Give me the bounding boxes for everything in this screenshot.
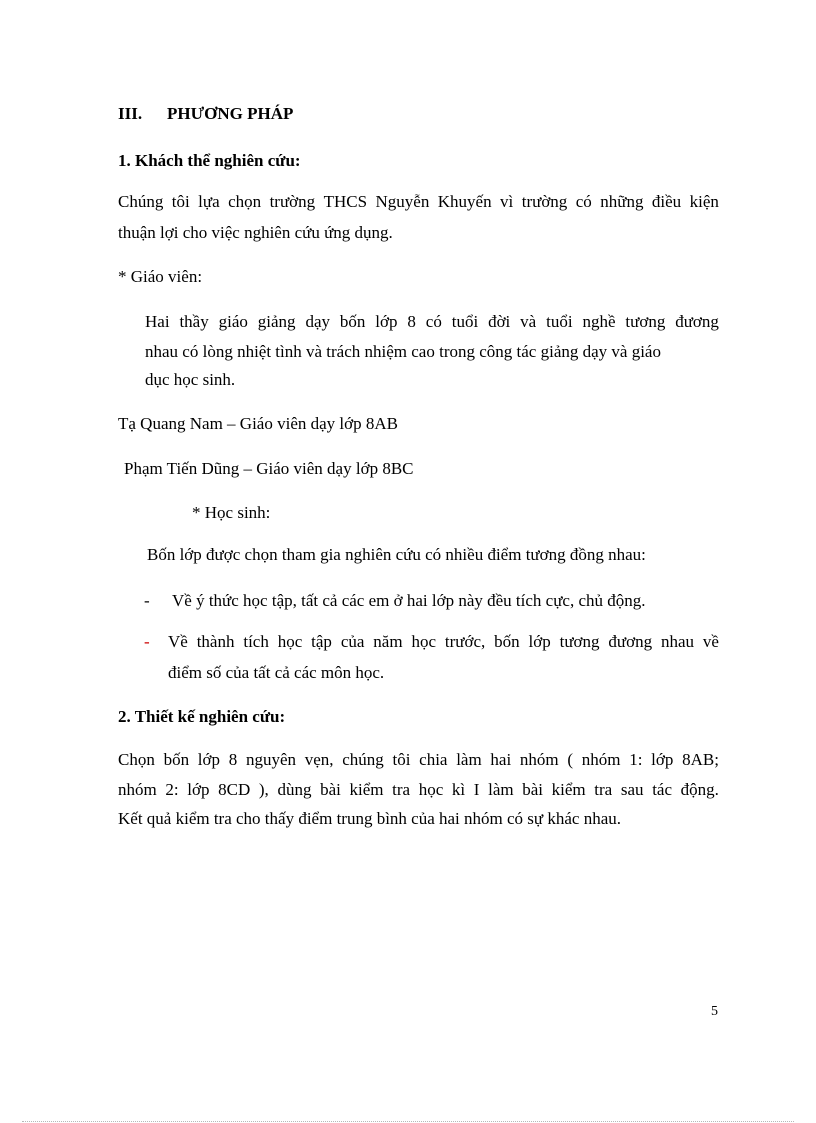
word: chọn [228, 192, 262, 211]
word: về [702, 632, 719, 651]
word: làm [456, 750, 482, 769]
section-title: PHƯƠNG PHÁP [167, 104, 294, 123]
word: lớp [528, 632, 551, 651]
word: lớp [375, 312, 398, 331]
students-label: * Học sinh: [192, 503, 271, 522]
word: ( [567, 750, 574, 769]
word: trường [269, 192, 316, 211]
word: bài [522, 780, 544, 799]
word: tập [311, 632, 332, 651]
word: Khuyến [437, 192, 492, 211]
word: tôi [171, 192, 190, 211]
word: ), [258, 780, 269, 799]
word: làm [488, 780, 514, 799]
word: bốn [163, 750, 190, 769]
word: tác [652, 780, 673, 799]
word: Chúng [118, 192, 164, 211]
word: đương [608, 632, 653, 651]
word: thành [196, 632, 235, 651]
word: có [425, 312, 442, 331]
word: học [411, 632, 436, 651]
teachers-label: * Giáo viên: [118, 267, 203, 286]
word: dạy [305, 312, 330, 331]
word: học [277, 632, 303, 651]
bullet-2-line-2: điểm số của tất cả các môn học. [168, 663, 385, 682]
word: dùng [277, 780, 312, 799]
word: nhóm [118, 780, 157, 799]
word: THCS [323, 192, 368, 211]
word: giáo [218, 312, 248, 331]
word: 8 [228, 750, 238, 769]
word: I [473, 780, 480, 799]
teachers-paragraph-line-1 [145, 312, 719, 332]
word: 8AB; [682, 750, 719, 769]
word: tuổi [546, 312, 573, 331]
word: kiểm [349, 780, 384, 799]
footer-dotted-rule [22, 1121, 794, 1122]
students-intro: Bốn lớp được chọn tham gia nghiên cứu có nhiều điểm tương đồng nhau: [147, 545, 646, 564]
word: 1: [629, 750, 643, 769]
word: hai [490, 750, 512, 769]
word: Nguyễn [375, 192, 430, 211]
word: và [520, 312, 537, 331]
word: tuổi [451, 312, 479, 331]
word: đương [675, 312, 719, 331]
subsection-2-heading: 2. Thiết kế nghiên cứu: [118, 707, 286, 726]
word: tích [243, 632, 269, 651]
teachers-paragraph-line-2: nhau có lòng nhiệt tình và trách nhiệm cao trong công tác giảng dạy và giáo [145, 342, 661, 361]
word: sau [620, 780, 644, 799]
word: nhóm [581, 750, 621, 769]
word: chia [419, 750, 448, 769]
subsection-1-heading: 1. Khách thể nghiên cứu: [118, 151, 301, 170]
word: tương [559, 632, 600, 651]
word: kiện [689, 192, 719, 211]
word: 2: [165, 780, 179, 799]
word: nguyên [245, 750, 296, 769]
word: vì [500, 192, 514, 211]
bullet-1-marker: - [144, 591, 150, 610]
word: 8CD [218, 780, 251, 799]
design-paragraph-line-1 [118, 750, 719, 770]
word: động. [680, 780, 719, 799]
word: lớp [187, 780, 210, 799]
word: những [600, 192, 644, 211]
word: Về [168, 632, 188, 651]
word: 8 [407, 312, 416, 331]
word: tra [392, 780, 411, 799]
word: tôi [392, 750, 411, 769]
word: chúng [342, 750, 384, 769]
word: trường [521, 192, 568, 211]
word: học [418, 780, 444, 799]
word: lựa [198, 192, 220, 211]
bullet-2-line-1 [168, 632, 719, 652]
word: lớp [197, 750, 220, 769]
word: tương [625, 312, 666, 331]
page-number: 5 [711, 1004, 718, 1019]
word: tra [594, 780, 613, 799]
bullet-1-text: Về ý thức học tập, tất cả các em ở hai lớp này đều tích cực, chủ động. [172, 591, 646, 610]
word: trước, [444, 632, 486, 651]
word: lớp [651, 750, 674, 769]
word: giảng [257, 312, 296, 331]
word: nhau [661, 632, 695, 651]
word: kiểm [551, 780, 586, 799]
word: Hai [145, 312, 170, 331]
design-paragraph-line-3: Kết quả kiểm tra cho thấy điểm trung bình của hai nhóm có sự khác nhau. [118, 809, 622, 828]
word: có [575, 192, 592, 211]
word: thầy [179, 312, 209, 331]
word: kì [451, 780, 466, 799]
design-paragraph-line-2 [118, 780, 719, 800]
section-numeral: III. [118, 104, 143, 123]
teacher-b: Phạm Tiến Dũng – Giáo viên dạy lớp 8BC [124, 459, 414, 478]
word: đời [488, 312, 511, 331]
word: của [340, 632, 365, 651]
teachers-paragraph-line-3: dục học sinh. [145, 370, 236, 389]
word: nhóm [519, 750, 559, 769]
word: bốn [339, 312, 366, 331]
word: Chọn [118, 750, 155, 769]
word: nghề [582, 312, 616, 331]
word: bài [320, 780, 341, 799]
word: điều [651, 192, 682, 211]
word: vẹn, [304, 750, 334, 769]
bullet-2-marker: - [144, 632, 150, 651]
teacher-a: Tạ Quang Nam – Giáo viên dạy lớp 8AB [118, 414, 398, 433]
word: năm [373, 632, 403, 651]
intro-paragraph-line-1 [118, 192, 719, 212]
intro-paragraph-line-2: thuận lợi cho việc nghiên cứu ứng dụng. [118, 223, 393, 242]
word: bốn [494, 632, 520, 651]
